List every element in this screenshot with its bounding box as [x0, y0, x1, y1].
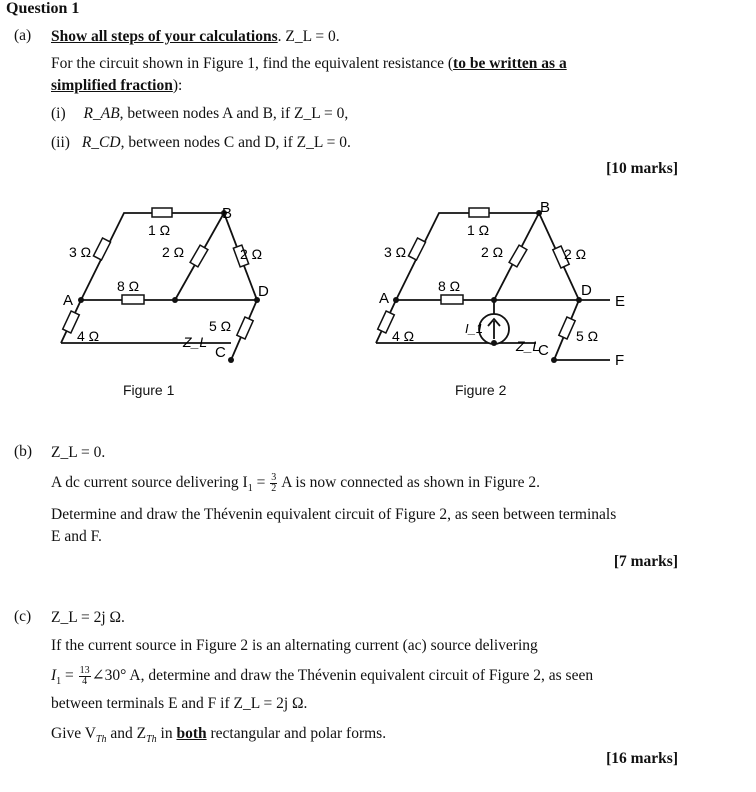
part-b-text-1a: A dc current source delivering I: [51, 474, 248, 492]
resistor-2ohm-a: [190, 245, 208, 267]
item-symbol: R_AB: [83, 105, 120, 122]
part-a-text-end: ):: [172, 77, 183, 94]
resistor-3ohm: [408, 238, 425, 260]
part-b-condition: Z_L = 0.: [51, 444, 106, 461]
resistor-5ohm: [559, 317, 575, 339]
item-symbol: R_CD: [81, 134, 121, 151]
item-label: (ii): [51, 134, 70, 151]
label-i1: I_1: [465, 321, 484, 336]
part-c-text-2b: ∠30° A, determine and draw the Thévenin equivalent circuit of Figure 2, as seen: [91, 667, 594, 685]
label-r2a: 2 Ω: [481, 244, 504, 260]
part-c-text-4d: both: [176, 725, 207, 742]
part-c-text-4a: Give V: [51, 725, 96, 742]
figure-1-caption: Figure 1: [123, 382, 175, 398]
label-node-d: D: [581, 282, 592, 299]
part-b-fraction: [270, 473, 277, 494]
resistor-1ohm: [469, 208, 489, 217]
label-r2b: 2 Ω: [564, 246, 587, 262]
node-c: [228, 357, 234, 363]
part-c-fraction: [79, 666, 91, 687]
node-mid: [491, 297, 497, 303]
part-a-item-i: [51, 104, 348, 124]
part-c-line-4: Give $V_{Th}$ and $Z_{Th}$ in both rectangular and polar forms.: [51, 725, 387, 746]
frac-numerator: 13: [79, 665, 90, 676]
part-b-line-3: E and F.: [51, 528, 102, 545]
resistor-1ohm: [152, 208, 172, 217]
part-c-line-3: between terminals E and F if Z_L = 2j Ω.: [51, 695, 308, 712]
part-a-instruction: Show all steps of your calculations: [51, 28, 278, 45]
resistor-8ohm: [441, 295, 463, 304]
label-node-a: A: [379, 290, 390, 307]
label-node-c: C: [215, 344, 226, 361]
item-text: , between nodes C and D, if Z_L = 0.: [120, 134, 351, 151]
part-c-marks: [16 marks]: [606, 750, 678, 767]
label-r3: 3 Ω: [69, 244, 92, 260]
label-r8: 8 Ω: [438, 278, 461, 294]
figure-2-caption: Figure 2: [455, 382, 507, 398]
part-a-emph: to be written as a: [453, 55, 567, 72]
node-source-bottom: [491, 340, 497, 346]
label-r2b: 2 Ω: [240, 246, 263, 262]
frac-numerator: 3: [271, 472, 277, 483]
part-a-text-1: For the circuit shown in Figure 1, find the equivalent resistance (: [51, 55, 454, 72]
node-c: [551, 357, 557, 363]
resistor-2ohm-a: [509, 245, 527, 267]
part-a-line-1: Show all steps of your calculations. Z_L = 0.: [51, 28, 340, 45]
label-r2a: 2 Ω: [162, 244, 185, 260]
label-r4: 4 Ω: [77, 328, 100, 344]
current-source: [479, 314, 509, 344]
label-r3: 3 Ω: [384, 244, 407, 260]
part-c-line-1: If the current source in Figure 2 is an alternating current (ac) source delivering: [51, 637, 538, 654]
part-a-line-3: [51, 76, 182, 96]
part-c-condition: Z_L = 2j Ω.: [51, 609, 125, 626]
node-mid: [172, 297, 178, 303]
part-b-label: (b): [14, 443, 33, 460]
part-a-item-ii: [51, 133, 351, 153]
label-r4: 4 Ω: [392, 328, 415, 344]
part-c-line-2: $I_1$ = $\frac{13}{4}$ ∠30° A, determine and draw the Thévenin equivalent circuit of Figure 2, as seen: [51, 665, 594, 688]
node-a: [78, 297, 84, 303]
label-node-b: B: [540, 199, 551, 216]
part-a-emph-2: simplified fraction: [51, 77, 173, 94]
resistor-8ohm: [122, 295, 144, 304]
part-c-label: (c): [14, 608, 32, 625]
figure-2-circuit: [370, 195, 640, 370]
label-r8: 8 Ω: [117, 278, 140, 294]
label-r1: 1 Ω: [467, 222, 490, 238]
label-node-c: C: [538, 342, 549, 359]
part-a-line-2: [51, 54, 679, 74]
question-title: Question 1: [6, 0, 80, 17]
resistor-3ohm: [93, 238, 110, 260]
part-b-marks: [7 marks]: [613, 553, 678, 570]
frac-denominator: 2: [271, 483, 277, 494]
label-r5: 5 Ω: [209, 318, 232, 334]
part-b-text-1c: A is now connected as shown in Figure 2.: [281, 474, 540, 492]
label-r1: 1 Ω: [148, 222, 171, 238]
label-terminal-e: E: [615, 293, 626, 310]
part-a-condition: Z_L = 0.: [285, 28, 340, 45]
part-c-text-4b: and Z: [110, 725, 147, 742]
part-b-text-1b: =: [256, 474, 266, 492]
label-terminal-f: F: [615, 352, 625, 369]
figure-1-circuit: [55, 195, 290, 370]
label-node-b: B: [222, 205, 233, 222]
node-a: [393, 297, 399, 303]
item-text: , between nodes A and B, if Z_L = 0,: [119, 105, 349, 122]
part-a-label: (a): [14, 27, 32, 44]
label-zl: Z_L: [516, 338, 541, 354]
part-b-line-1: A dc current source delivering $I_1$ = $\frac{3}{2}$ A is now connected as shown in Figure 2.: [51, 472, 540, 495]
part-b-line-2: Determine and draw the Thévenin equivalent circuit of Figure 2, as seen between terminals: [51, 506, 617, 523]
part-a-marks: [10 marks]: [606, 160, 678, 177]
label-node-a: A: [63, 292, 74, 309]
part-c-text-4e: rectangular and polar forms.: [210, 725, 387, 742]
frac-denominator: 4: [82, 676, 88, 687]
label-zl: Z_L: [183, 334, 208, 350]
part-c-text-2a: I: [51, 667, 57, 685]
label-r5: 5 Ω: [576, 328, 599, 344]
resistor-5ohm: [237, 317, 253, 339]
label-node-d: D: [258, 283, 269, 300]
item-label: (i): [51, 105, 66, 122]
part-c-text-4c: in: [160, 725, 173, 742]
